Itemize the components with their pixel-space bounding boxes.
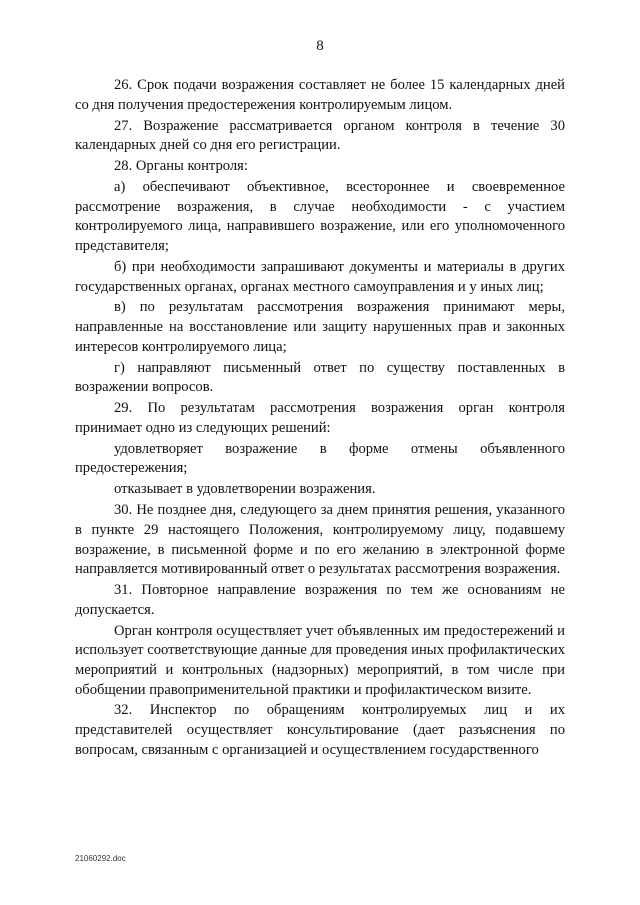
paragraph-29: 29. По результатам рассмотрения возражения орган контроля принимает одно из следующих решений: (75, 400, 565, 436)
paragraph-31: 31. Повторное направление возражения по тем же основаниям не допускается. (75, 582, 565, 618)
paragraph-27: 27. Возражение рассматривается органом контроля в течение 30 календарных дней со дня его регистрации. (75, 117, 565, 154)
paragraph-29-option-1: удовлетворяет возражение в форме отмены объявленного предостережения; (75, 440, 565, 477)
paragraph-26: 26. Срок подачи возражения составляет не более 15 календарных дней со дня получения предостережения контролируемым лицом. (75, 77, 565, 113)
paragraph-28-b: б) при необходимости запрашивают документы и материалы в других государственных органах, органах местного самоуправления и у иных лиц; (75, 258, 565, 295)
paragraph-28: 28. Органы контроля: (114, 158, 248, 175)
paragraph-28-a: а) обеспечивают объективное, всестороннее и своевременное рассмотрение возражения, в случае необходимости - с участием контролируемого лица, направившего возражение, или его уполномоченного представителя; (75, 179, 565, 254)
paragraph-30: 30. Не позднее дня, следующего за днем принятия решения, указанного в пункте 29 настоящего Положения, контролируемому лицу, подавшему возражение, в письменной форме и по его желанию в электронной форме направляется мотивированный ответ о результатах рассмотрения возражения. (75, 502, 565, 578)
paragraph-31-accounting: Орган контроля осуществляет учет объявленных им предостережений и использует соответствующие данные для проведения иных профилактических мероприятий и контрольных (надзорных) мероприятий, в том числе при обобщении правоприменительной практики и профилактическом визите. (75, 622, 565, 698)
paragraph-28-v: в) по результатам рассмотрения возражения принимают меры, направленные на восстановление или защиту нарушенных прав и законных интересов контролируемого лица; (75, 299, 565, 355)
paragraph-28-g: г) направляют письменный ответ по существу поставленных в возражении вопросов. (75, 359, 565, 396)
paragraph-32: 32. Инспектор по обращениям контролируемых лиц и их представителей осуществляет консультирование (дает разъяснения по вопросам, связанным с организацией и осуществлением государственного (75, 702, 565, 758)
document-body (75, 76, 565, 760)
page-number: 8 (316, 38, 324, 54)
footer-filename: 21060292.doc (75, 854, 126, 863)
paragraph-29-option-2: отказывает в удовлетворении возражения. (114, 481, 376, 498)
